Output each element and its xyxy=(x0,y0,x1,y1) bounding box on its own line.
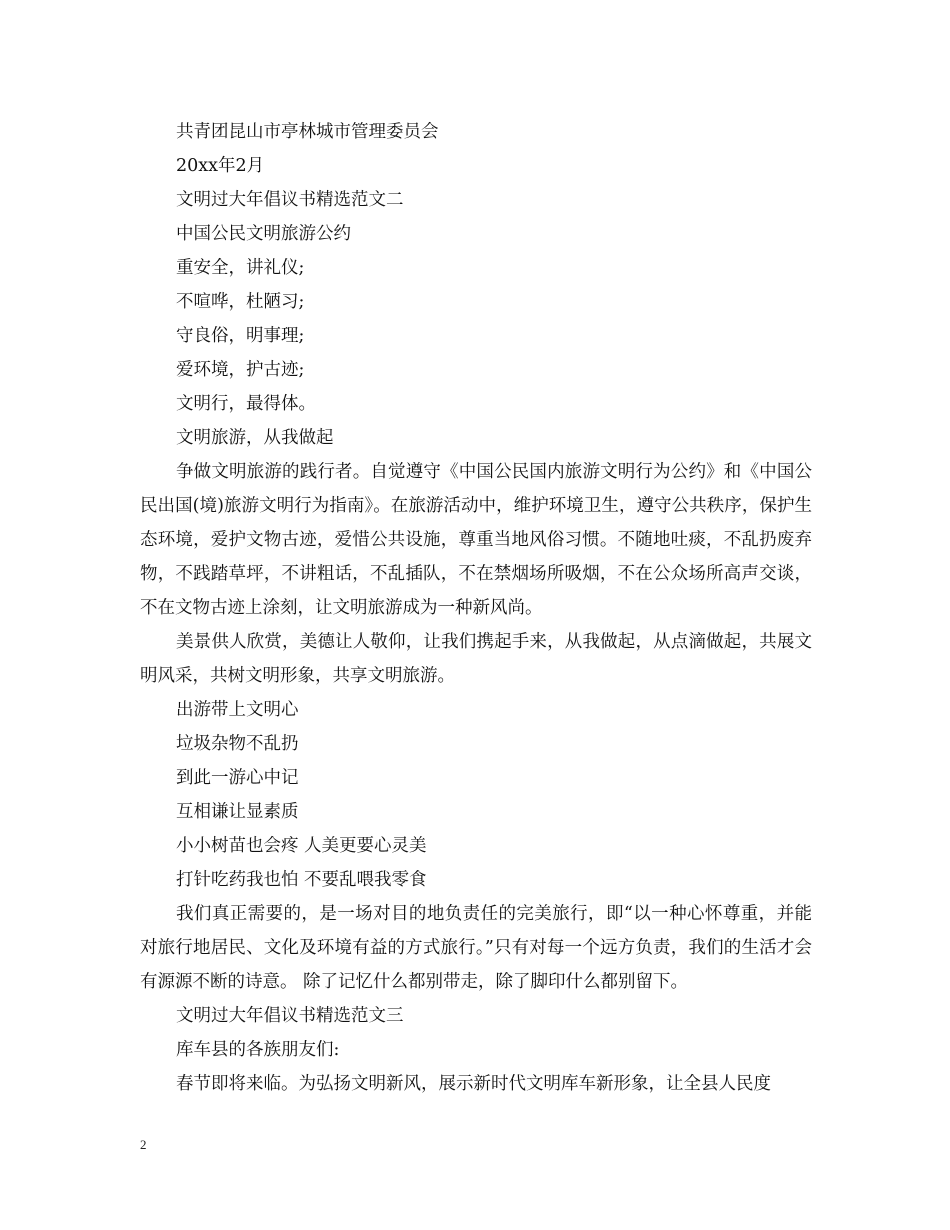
text-line: 互相谦让显素质 xyxy=(176,802,299,822)
paragraph: 美景供人欣赏，美德让人敬仰，让我们携起手来，从我做起，从点滴做起，共展文明风采，共树文明形象，共享文明旅游。 xyxy=(140,632,812,686)
section-heading: 文明过大年倡议书精选范文三 xyxy=(176,1006,404,1026)
paragraph: 春节即将来临。为弘扬文明新风，展示新时代文明库车新形象，让全县人民度 xyxy=(176,1074,771,1094)
section-heading: 文明过大年倡议书精选范文二 xyxy=(176,190,404,210)
text-line: 重安全，讲礼仪; xyxy=(176,258,305,278)
text-line: 文明旅游，从我做起 xyxy=(176,428,334,448)
text-line: 出游带上文明心 xyxy=(176,700,299,720)
page-number: 2 xyxy=(140,1137,147,1152)
text-line: 到此一游心中记 xyxy=(176,768,299,788)
text-line: 文明行，最得体。 xyxy=(176,394,316,414)
document-body xyxy=(140,115,812,1101)
text-line: 小小树苗也会疼 人美更要心灵美 xyxy=(176,836,427,856)
text-line: 不喧哗，杜陋习; xyxy=(176,292,305,312)
text-line: 共青团昆山市亭林城市管理委员会 xyxy=(176,122,439,142)
text-line: 爱环境，护古迹; xyxy=(176,360,305,380)
text-line: 中国公民文明旅游公约 xyxy=(176,224,351,244)
text-line: 库车县的各族朋友们: xyxy=(176,1040,340,1060)
paragraph: 我们真正需要的，是一场对目的地负责任的完美旅行，即“以一种心怀尊重，并能对旅行地居民、文化及环境有益的方式旅行。”只有对每一个远方负责，我们的生活才会有源源不断的诗意。 除了记忆什么都别带走，除了脚印什么都别留下。 xyxy=(140,904,812,992)
text-line: 20xx年2月 xyxy=(176,156,265,176)
paragraph: 争做文明旅游的践行者。自觉遵守《中国公民国内旅游文明行为公约》和《中国公民出国(境)旅游文明行为指南》。在旅游活动中，维护环境卫生，遵守公共秩序，保护生态环境，爱护文物古迹，爱惜公共设施，尊重当地风俗习惯。不随地吐痰，不乱扔废弃物，不践踏草坪，不讲粗话，不乱插队，不在禁烟场所吸烟，不在公众场所高声交谈，不在文物古迹上涂刻，让文明旅游成为一种新风尚。 xyxy=(140,462,812,618)
text-line: 守良俗，明事理; xyxy=(176,326,305,346)
text-line: 垃圾杂物不乱扔 xyxy=(176,734,299,754)
text-line: 打针吃药我也怕 不要乱喂我零食 xyxy=(176,870,427,890)
